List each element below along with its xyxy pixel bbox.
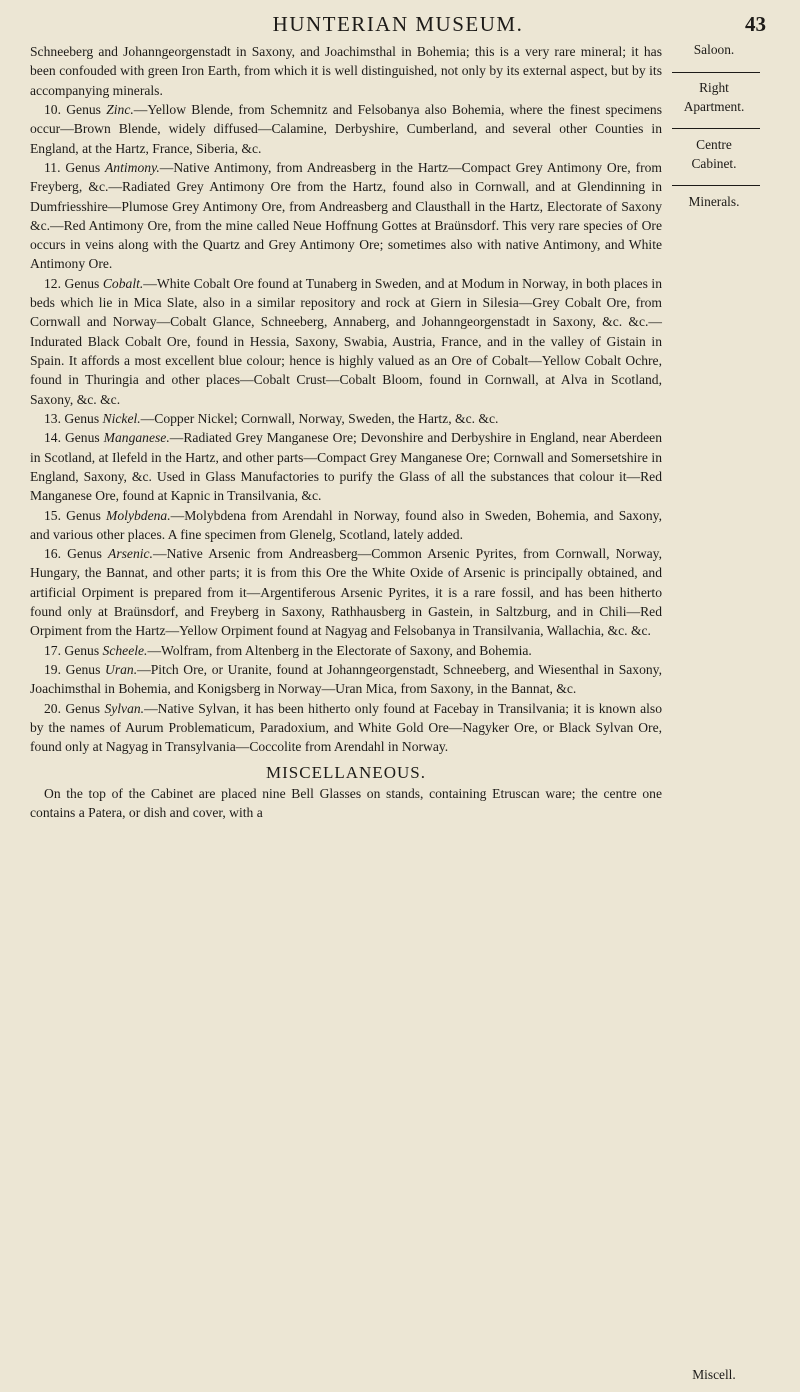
- entry-manganese: 14. Genus Manganese.—Radiated Grey Manganese Ore; Devonshire and Derbyshire in England, near Aberdeen in Scotland, at Ilefeld in the Hartz, and other parts—Compact Grey Manganese Ore; Cornwall and Somersetshire in England, Saxony, &c. Used in Glass Manufactories to purify the Glass of all the substances that colour it—Red Manganese Ore, found at Kapnic in Transilvania, &c.: [30, 430, 663, 504]
- entry-uran: 19. Genus Uran.—Pitch Ore, or Uranite, found at Johanngeorgenstadt, Schneeberg, and Wiesenthal in Saxony, Joachimsthal in Bohemia, and Konigsberg in Norway—Uran Mica, from Saxony, in the Bannat, &c.: [30, 662, 662, 697]
- margin-rule: [672, 185, 760, 186]
- genus-name: Cobalt.: [102, 275, 144, 291]
- genus-name: Scheele.: [102, 642, 148, 658]
- entry-zinc: 10. Genus Zinc.—Yellow Blende, from Schemnitz and Felsobanya also Bohemia, where the finest specimens occur—Brown Blende, widely diffused—Calamine, Derbyshire, Cumberland, and several other Counties in England, at the Hartz, France, Siberia, &c.: [30, 101, 662, 156]
- body-text: [30, 42, 662, 823]
- page-content: [30, 42, 766, 1382]
- genus-name: Antimony.: [105, 159, 160, 175]
- margin-note-minerals: Minerals.: [688, 194, 740, 209]
- genus-name: Molybdena.: [106, 507, 171, 523]
- entry-molybdena: 15. Genus Molybdena.—Molybdena from Arendahl in Norway, found also in Sweden, Bohemia, and Saxony, and various other places. A fine specimen from Glenelg, Scotland, lately added.: [30, 507, 662, 542]
- margin-note-saloon: Saloon.: [693, 42, 735, 57]
- section-heading-miscellaneous: MISCELLANEOUS.: [266, 762, 426, 782]
- entry-antimony: 11. Genus Antimony.—Native Antimony, from Andreasberg in the Hartz—Compact Grey Antimony Ore, from Freyberg, &c.—Radiated Grey Antimony Ore from the Hartz, found also in Cornwall, and at Glendinning in Dumfriesshire—Plumose Grey Antimony Ore, from Andreasberg and Clausthall in the Hartz, Electorate of Saxony &c.—Red Antimony Ore, from the mine called Neue Hoffnung Gottes at Braünsdorf. This very rare species of Ore occurs in veins along with the Quartz and Grey Antimony Ore; sometimes also with native Antimony, and White Antimony Ore.: [30, 159, 662, 272]
- margin-note-right: Right: [699, 80, 729, 95]
- margin-note-centre: Centre: [696, 137, 732, 152]
- entry-arsenic: 16. Genus Arsenic.—Native Arsenic from Andreasberg—Common Arsenic Pyrites, from Cornwall, Norway, Hungary, the Bannat, and other parts; it is from this Ore the White Oxide of Arsenic is principally obtained, and artificial Orpiment is prepared from it—Argentiferous Arsenic Pyrites, it is a rare fossil, and has been hitherto found only at Braünsdorf, and Freyberg in Saxony, Rathhausberg in Gastein, in Saltzburg, and in Chili—Red Orpiment from the Hartz—Yellow Orpiment found at Nagyag and Felsobanya in Transilvania, Wallachia, &c. &c.: [30, 546, 662, 639]
- entry-sylvan: 20. Genus Sylvan.—Native Sylvan, it has been hitherto only found at Facebay in Transilvania; it is known also by the names of Aurum Problematicum, Paradoxium, and White Gold Ore—Nagyker Ore, or Black Sylvan Ore, found only at Nagyag in Transylvania—Coccolite from Arendahl in Norway.: [30, 700, 662, 755]
- margin-note-miscell: Miscell.: [692, 1367, 736, 1382]
- genus-name: Uran.: [105, 662, 138, 677]
- page-header: [30, 8, 766, 42]
- page-number: 43: [745, 12, 766, 36]
- margin-rule: [672, 128, 760, 129]
- running-title: HUNTERIAN MUSEUM.: [272, 12, 524, 36]
- entry-scheele: 17. Genus Scheele.—Wolfram, from Altenberg in the Electorate of Saxony, and Bohemia.: [44, 642, 532, 658]
- miscellaneous-text: On the top of the Cabinet are placed nine Bell Glasses on stands, containing Etruscan ware; the centre one contains a Patera, or dish and cover, with a: [30, 785, 662, 821]
- genus-name: Sylvan.: [104, 700, 145, 716]
- genus-name: Zinc.: [106, 101, 134, 117]
- margin-rule: [672, 72, 760, 73]
- entry-cobalt: 12. Genus Cobalt.—White Cobalt Ore found at Tunaberg in Sweden, and at Modum in Norway, in both places in beds which lie in Mica Slate, also in a similar repository and rock at Giern in Silesia—Grey Cobalt Ore, from Cornwall and Norway—Cobalt Glance, Schneeberg, Annaberg, and Johanngeorgenstadt in Saxony, &c. &c.—Indurated Black Cobalt Ore, found in Hessia, Saxony, Swabia, Austria, France, and in the valley of Gistain in Spain. It affords a most excellent blue colour; hence is highly valued as an Ore of Cobalt—Yellow Cobalt Ochre, found in Thuringia and other places—Cobalt Crust—Cobalt Bloom, found in Cornwall, at Alva in Scotland, Saxony, &c. &c.: [30, 275, 662, 407]
- entry-continuation: Schneeberg and Johanngeorgenstadt in Saxony, and Joachimsthal in Bohemia; this is a very rare mineral; it has been confouded with green Iron Earth, from which it is well distinguished, not only by its external aspect, but by its accompanying minerals.: [30, 44, 662, 98]
- genus-name: Arsenic.: [108, 546, 153, 562]
- genus-name: Manganese.: [103, 430, 170, 446]
- margin-note-cabinet: Cabinet.: [691, 156, 737, 171]
- entry-nickel: 13. Genus Nickel.—Copper Nickel; Cornwall, Norway, Sweden, the Hartz, &c. &c.: [44, 410, 499, 426]
- margin-notes: [662, 42, 766, 1382]
- margin-note-apartment: Apartment.: [683, 99, 745, 114]
- genus-name: Nickel.: [102, 410, 141, 426]
